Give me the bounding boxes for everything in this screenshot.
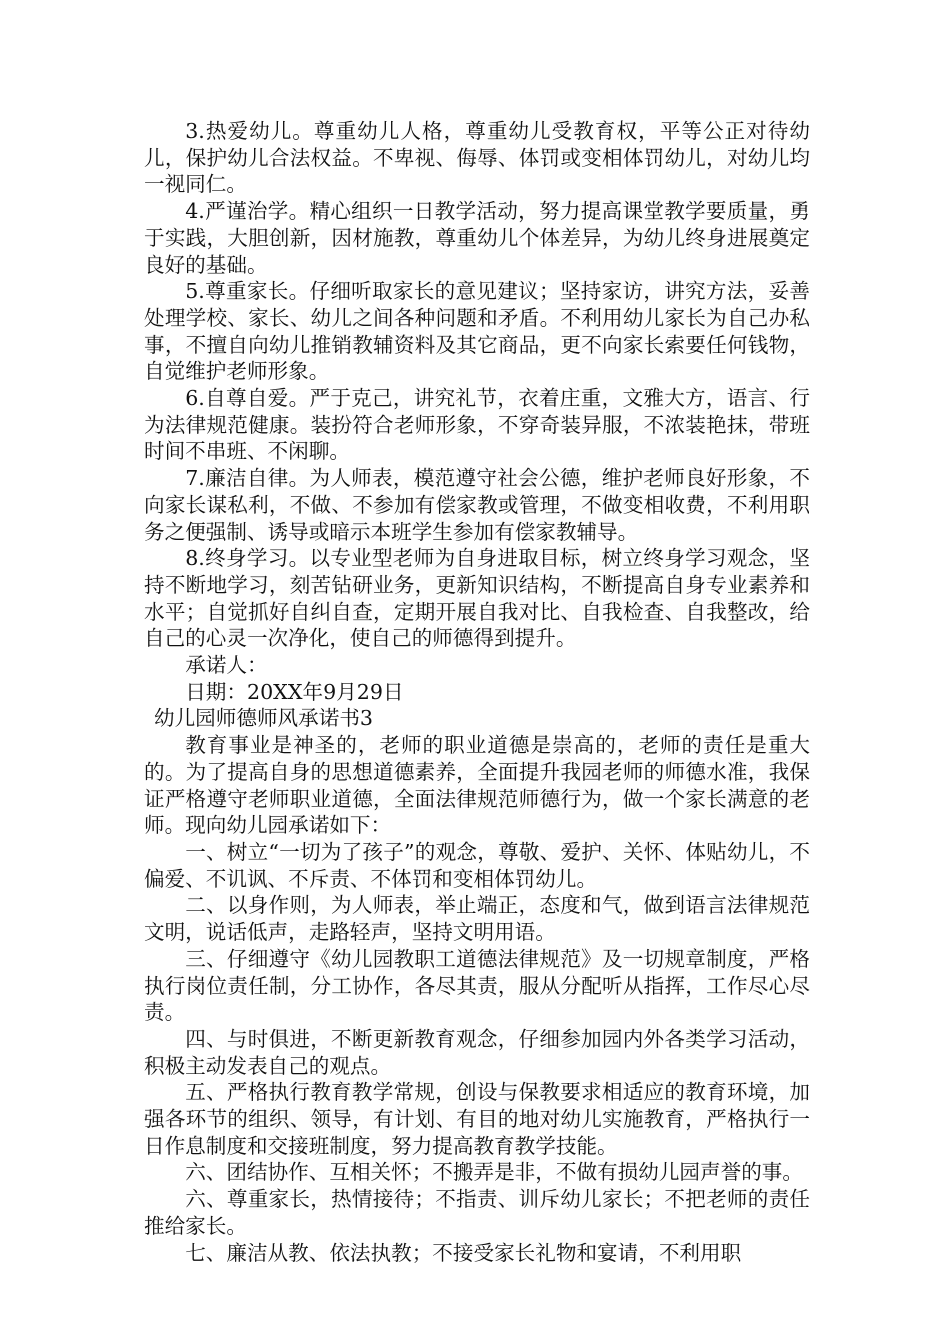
signature-line: 承诺人： bbox=[185, 653, 268, 678]
paragraph-item-5: 5.尊重家长。仔细听取家长的意见建议；坚持家访，讲究方法，妥善处理学校、家长、幼儿之间各种问题和矛盾。不利用幼儿家长为自己办私事，不擅自向幼儿推销教辅资料及其它商品，更不向家长索要任何钱物，自觉维护老师形象。 bbox=[144, 279, 810, 384]
paragraph-item-6: 6.自尊自爱。严于克己，讲究礼节，衣着庄重，文雅大方，语言、行为法律规范健康。装扮符合老师形象，不穿奇装异服，不浓装艳抹，带班时间不串班、不闲聊。 bbox=[144, 386, 810, 464]
pledge-item-6b: 六、尊重家长，热情接待；不指责、训斥幼儿家长；不把老师的责任推给家长。 bbox=[144, 1187, 810, 1238]
pledge-item-3: 三、仔细遵守《幼儿园教职工道德法律规范》及一切规章制度，严格执行岗位责任制，分工协作，各尽其责，服从分配听从指挥，工作尽心尽责。 bbox=[144, 946, 810, 1025]
pledge-item-1: 一、树立“一切为了孩子”的观念，尊敬、爱护、关怀、体贴幼儿，不偏爱、不讥讽、不斥责、不体罚和变相体罚幼儿。 bbox=[144, 839, 810, 891]
section-title: 幼儿园师德师风承诺书3 bbox=[154, 706, 374, 731]
pledge-item-7: 七、廉洁从教、依法执教；不接受家长礼物和宴请，不利用职 bbox=[185, 1240, 742, 1265]
document-page bbox=[144, 118, 810, 1266]
intro-paragraph: 教育事业是神圣的，老师的职业道德是崇高的，老师的责任是重大的。为了提高自身的思想道德素养，全面提升我园老师的师德水准，我保证严格遵守老师职业道德，全面法律规范师德行为，做一个家长满意的老师。现向幼儿园承诺如下： bbox=[144, 733, 810, 838]
pledge-item-6a: 六、团结协作、互相关怀；不搬弄是非，不做有损幼儿园声誉的事。 bbox=[185, 1160, 803, 1185]
pledge-item-5: 五、严格执行教育教学常规，创设与保教要求相适应的教育环境，加强各环节的组织、领导，有计划、有目的地对幼儿实施教育，严格执行一日作息制度和交接班制度，努力提高教育教学技能。 bbox=[144, 1080, 810, 1158]
paragraph-item-8: 8.终身学习。以专业型老师为自身进取目标，树立终身学习观念，坚持不断地学习，刻苦钻研业务，更新知识结构，不断提高自身专业素养和水平；自觉抓好自纠自查，定期开展自我对比、自我检查、自我整改，给自己的心灵一次净化，使自己的师德得到提升。 bbox=[144, 546, 810, 651]
paragraph-item-3: 3.热爱幼儿。尊重幼儿人格，尊重幼儿受教育权，平等公正对待幼儿，保护幼儿合法权益。不卑视、侮辱、体罚或变相体罚幼儿，对幼儿均一视同仁。 bbox=[144, 119, 810, 197]
paragraph-item-4: 4.严谨治学。精心组织一日教学活动，努力提高课堂教学要质量，勇于实践，大胆创新，因材施教，尊重幼儿个体差异，为幼儿终身进展奠定良好的基础。 bbox=[144, 199, 810, 277]
date-line: 日期：20XX年9月29日 bbox=[185, 679, 404, 704]
paragraph-item-7: 7.廉洁自律。为人师表，模范遵守社会公德，维护老师良好形象，不向家长谋私利，不做、不参加有偿家教或管理，不做变相收费，不利用职务之便强制、诱导或暗示本班学生参加有偿家教辅导。 bbox=[144, 466, 810, 544]
pledge-item-4: 四、与时俱进，不断更新教育观念，仔细参加园内外各类学习活动，积极主动发表自己的观点。 bbox=[144, 1026, 810, 1078]
pledge-item-2: 二、以身作则，为人师表，举止端正，态度和气，做到语言法律规范文明，说话低声，走路轻声，坚持文明用语。 bbox=[144, 893, 810, 945]
